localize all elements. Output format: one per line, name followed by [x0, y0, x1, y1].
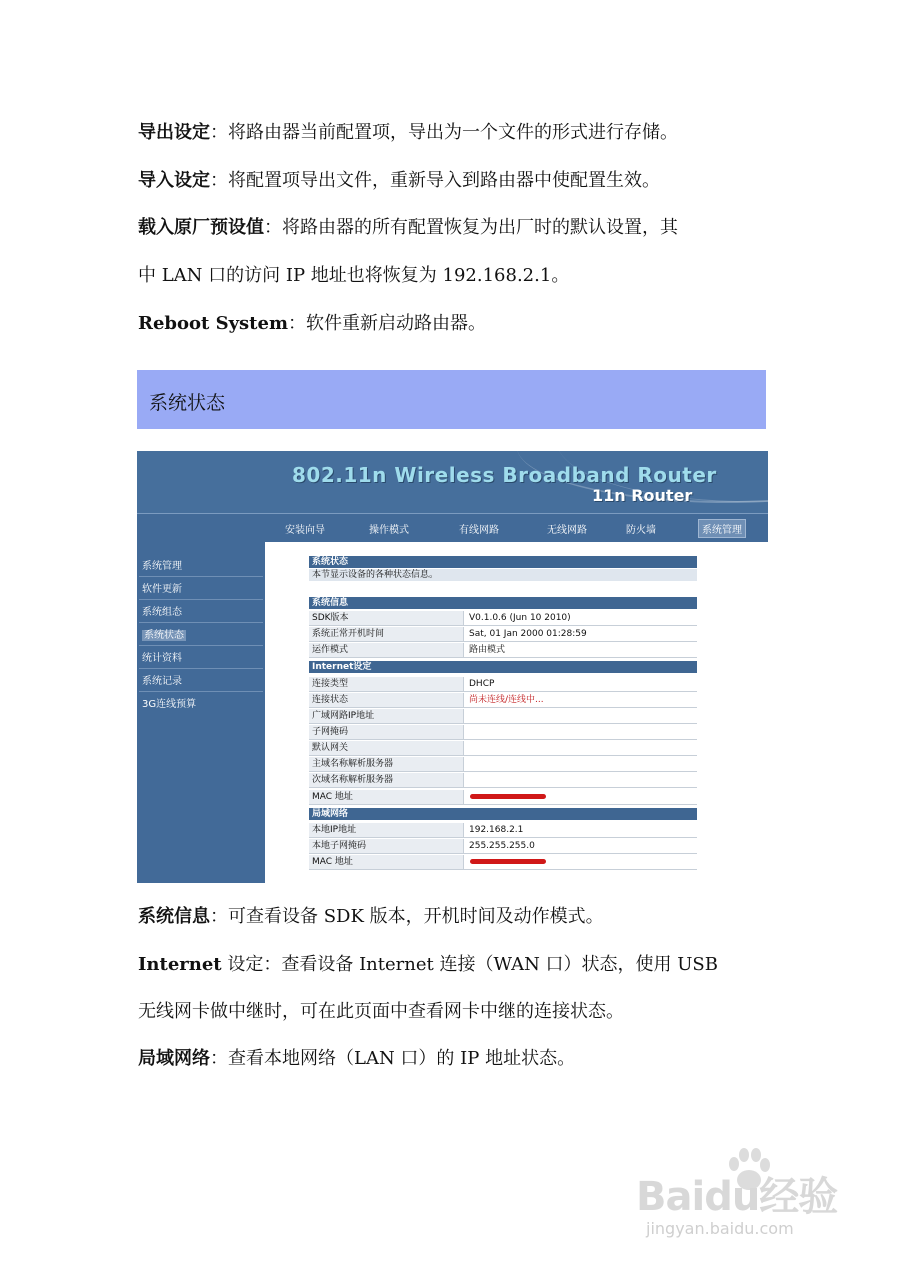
- paragraph-reboot: [138, 313, 486, 335]
- watermark-logo: Baidu经验: [636, 1174, 838, 1220]
- term-reboot: Reboot System: [138, 313, 288, 334]
- row-label: 本地子网掩码: [309, 839, 464, 853]
- paragraph-system-info: [138, 906, 604, 928]
- term-lan: 局域网络: [138, 1048, 210, 1069]
- row-value: [466, 725, 697, 739]
- sidebar-item-label: 3G连线预算: [142, 699, 197, 710]
- paragraph-import: [138, 170, 660, 192]
- router-top-nav: [137, 513, 768, 542]
- sidebar-item-label: 系统管理: [142, 561, 182, 572]
- desc-factory-reset: ：将路由器的所有配置恢复为出厂时的默认设置，其: [264, 217, 678, 238]
- table-row: [309, 757, 697, 772]
- row-label: 运作模式: [309, 643, 464, 657]
- row-value: [466, 709, 697, 723]
- row-value: 255.255.255.0: [469, 841, 535, 851]
- row-value: [466, 757, 697, 771]
- table-row: [309, 839, 697, 854]
- section-internet: Internet设定: [309, 661, 697, 673]
- row-value: [466, 741, 697, 755]
- sidebar-item-system-status[interactable]: [139, 626, 263, 646]
- term-factory-reset: 载入原厂预设值: [138, 217, 264, 238]
- section-system-info: 系统信息: [309, 597, 697, 609]
- desc-system-info: ：可查看设备 SDK 版本，开机时间及动作模式。: [210, 906, 604, 927]
- router-model: 11n Router: [592, 486, 693, 505]
- tab-operation-mode[interactable]: 操作模式: [369, 525, 409, 536]
- paragraph-factory-reset: [138, 217, 678, 239]
- tab-wired-network[interactable]: 有线网路: [459, 525, 499, 536]
- sidebar-item-system-config[interactable]: [139, 603, 263, 623]
- tab-setup-wizard[interactable]: 安装向导: [285, 525, 325, 536]
- row-value: Sat, 01 Jan 2000 01:28:59: [469, 629, 587, 639]
- table-row: [309, 741, 697, 756]
- sidebar-item-label: 系统状态: [144, 630, 184, 641]
- row-label: 子网掩码: [309, 725, 464, 739]
- table-row: [309, 725, 697, 740]
- status-description: 本节显示设备的各种状态信息。: [309, 569, 697, 581]
- router-screenshot: [137, 451, 768, 883]
- section-heading: 系统状态: [149, 392, 226, 414]
- table-row: [309, 627, 697, 642]
- row-value: [466, 773, 697, 787]
- desc-factory-reset-cont: 中 LAN 口的访问 IP 地址也将恢复为 192.168.2.1。: [138, 265, 570, 286]
- paragraph-lan: [138, 1048, 575, 1070]
- row-label: 广域网路IP地址: [309, 709, 464, 723]
- sidebar-item-label: 软件更新: [142, 584, 182, 595]
- desc-export: ：将路由器当前配置项，导出为一个文件的形式进行存储。: [210, 122, 678, 143]
- desc-lan: ：查看本地网络（LAN 口）的 IP 地址状态。: [210, 1048, 576, 1069]
- table-row: [309, 823, 697, 838]
- baidu-watermark: [636, 1165, 838, 1238]
- tab-firewall[interactable]: 防火墙: [626, 525, 656, 536]
- desc-reboot: ：软件重新启动路由器。: [288, 313, 486, 334]
- connection-status-value: 尚未连线/连线中...: [469, 695, 544, 705]
- row-label: 连接类型: [309, 677, 464, 691]
- paragraph-export: [138, 122, 678, 144]
- sidebar-item-statistics[interactable]: [139, 649, 263, 669]
- sidebar-item-firmware-update[interactable]: [139, 580, 263, 600]
- paragraph-factory-reset-cont: [138, 265, 569, 287]
- row-label: 次域名称解析服务器: [309, 773, 464, 787]
- row-label: SDK版本: [309, 611, 464, 625]
- paragraph-internet-cont: [138, 1001, 624, 1023]
- table-row: [309, 709, 697, 724]
- tab-wireless-network[interactable]: 无线网路: [547, 525, 587, 536]
- row-label: MAC 地址: [309, 855, 464, 869]
- desc-import: ：将配置项导出文件，重新导入到路由器中使配置生效。: [210, 170, 660, 191]
- row-value: DHCP: [469, 679, 495, 689]
- row-label: MAC 地址: [309, 790, 464, 804]
- term-export: 导出设定: [138, 122, 210, 143]
- row-value: V0.1.0.6 (Jun 10 2010): [469, 613, 571, 623]
- table-row: [309, 773, 697, 788]
- mac-address-value: [466, 855, 697, 869]
- term-internet: Internet: [138, 954, 222, 975]
- watermark-url: jingyan.baidu.com: [646, 1219, 794, 1238]
- sidebar-item-label: 系统记录: [142, 676, 182, 687]
- term-system-info: 系统信息: [138, 906, 210, 927]
- router-sidebar: [137, 542, 265, 883]
- tab-system-management[interactable]: 系统管理: [698, 519, 746, 538]
- desc-internet: 设定：查看设备 Internet 连接（WAN 口）状态，使用 USB: [221, 954, 718, 975]
- section-heading-banner: [137, 370, 766, 429]
- table-row: [309, 611, 697, 626]
- row-label: 连接状态: [309, 693, 464, 707]
- table-row: [309, 693, 697, 708]
- table-row: [309, 790, 697, 805]
- section-lan: 局域网络: [309, 808, 697, 820]
- router-header: [137, 451, 768, 513]
- redaction-mark: [470, 794, 546, 799]
- desc-internet-cont: 无线网卡做中继时，可在此页面中查看网卡中继的连接状态。: [138, 1001, 624, 1022]
- sidebar-item-label: 统计资料: [142, 653, 182, 664]
- term-import: 导入设定: [138, 170, 210, 191]
- redaction-mark: [470, 859, 546, 864]
- row-label: 系统正常开机时间: [309, 627, 464, 641]
- sidebar-item-3g-budget[interactable]: [139, 695, 263, 715]
- row-value: 路由模式: [469, 645, 506, 655]
- row-value: 192.168.2.1: [469, 825, 524, 835]
- row-label: 本地IP地址: [309, 823, 464, 837]
- router-brand: 802.11n Wireless Broadband Router: [292, 463, 717, 487]
- row-label: 主域名称解析服务器: [309, 757, 464, 771]
- sidebar-item-label: 系统组态: [142, 607, 182, 618]
- row-label: 默认网关: [309, 741, 464, 755]
- table-row: [309, 643, 697, 658]
- sidebar-item-system-management[interactable]: [139, 557, 263, 577]
- mac-address-value: [466, 790, 697, 804]
- table-row: [309, 855, 697, 870]
- paragraph-internet: [138, 954, 718, 976]
- table-row: [309, 677, 697, 692]
- sidebar-item-system-log[interactable]: [139, 672, 263, 692]
- section-system-status: 系统状态: [309, 556, 697, 568]
